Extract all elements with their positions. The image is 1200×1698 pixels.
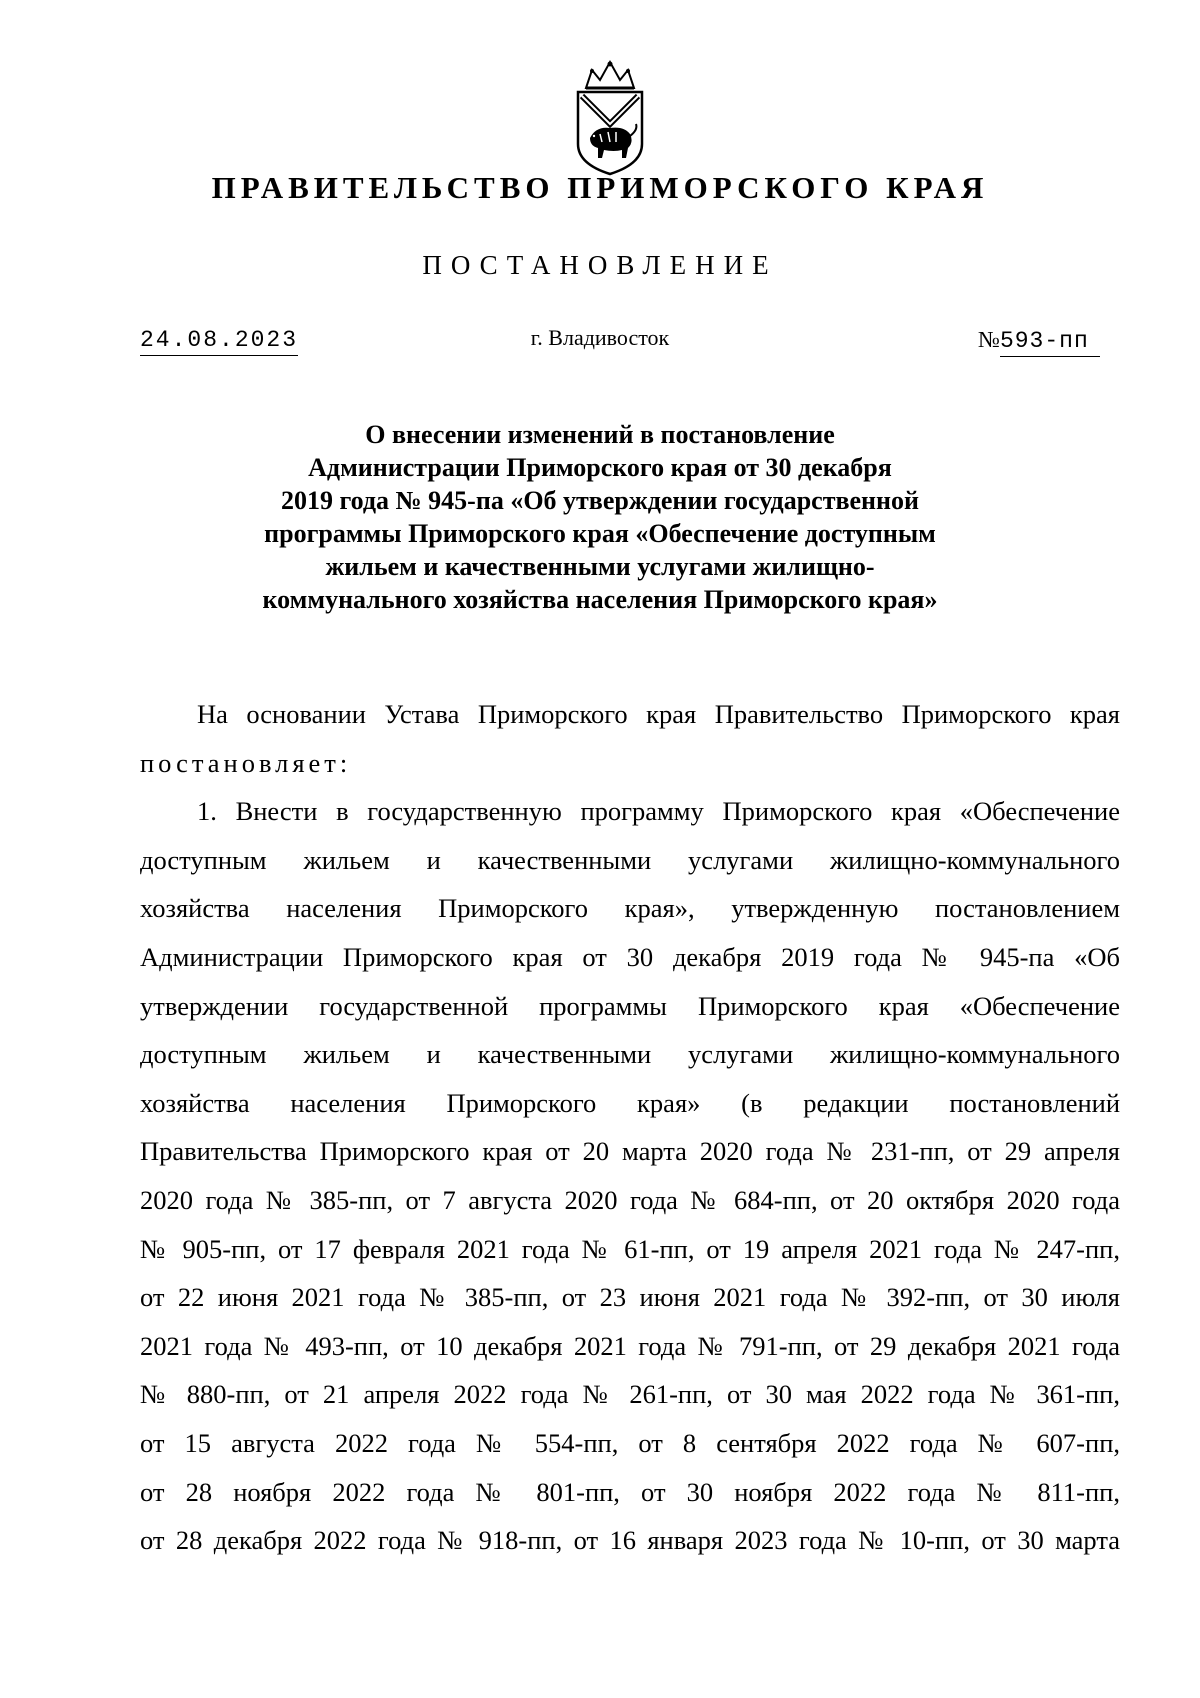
document-number	[978, 326, 1100, 357]
item-line: доступным жильем и качественными услугами жилищно-коммунального	[140, 844, 1120, 875]
number-prefix: №	[978, 327, 1000, 352]
item-line: № 880-пп, от 21 апреля 2022 года № 261-пп, от 30 мая 2022 года № 361-пп,	[140, 1379, 1120, 1410]
document-title	[0, 418, 1200, 616]
title-line: жильем и качественными услугами жилищно-	[325, 552, 875, 581]
item-line: от 15 августа 2022 года № 554-пп, от 8 сентября 2022 года № 607-пп,	[140, 1427, 1120, 1458]
item-line: 2020 года № 385-пп, от 7 августа 2020 года № 684-пп, от 20 октября 2020 года	[140, 1184, 1120, 1215]
item-line: от 22 июня 2021 года № 385-пп, от 23 июня 2021 года № 392-пп, от 30 июля	[140, 1282, 1120, 1313]
number-value: 593-пп	[1000, 327, 1100, 357]
preamble-verb: постановляет:	[140, 747, 352, 778]
title-line: коммунального хозяйства населения Приморского края»	[262, 585, 938, 614]
item-line: от 28 ноября 2022 года № 801-пп, от 30 ноября 2022 года № 811-пп,	[140, 1476, 1120, 1507]
title-line: О внесении изменений в постановление	[365, 420, 835, 449]
item-line: 1. Внести в государственную программу Приморского края «Обеспечение	[197, 796, 1120, 827]
organization-name: ПРАВИТЕЛЬСТВО ПРИМОРСКОГО КРАЯ	[211, 170, 989, 205]
item-line: хозяйства населения Приморского края», утвержденную постановлением	[140, 893, 1120, 924]
document-type: ПОСТАНОВЛЕНИЕ	[422, 250, 778, 280]
item-line: № 905-пп, от 17 февраля 2021 года № 61-пп, от 19 апреля 2021 года № 247-пп,	[140, 1233, 1120, 1264]
title-line: Администрации Приморского края от 30 декабря	[308, 453, 892, 482]
item-line: хозяйства населения Приморского края» (в редакции постановлений	[140, 1087, 1120, 1118]
item-line: от 28 декабря 2022 года № 918-пп, от 16 января 2023 года № 10-пп, от 30 марта	[140, 1525, 1120, 1556]
coat-of-arms-icon	[570, 58, 650, 176]
item-line: 2021 года № 493-пп, от 10 декабря 2021 года № 791-пп, от 29 декабря 2021 года	[140, 1330, 1120, 1361]
document-city: г. Владивосток	[530, 325, 670, 350]
preamble-line: На основании Устава Приморского края Правительство Приморского края	[197, 699, 1120, 729]
item-line: Правительства Приморского края от 20 марта 2020 года № 231-пп, от 29 апреля	[140, 1136, 1120, 1167]
document-body	[140, 690, 1120, 1565]
item-line: утверждении государственной программы Приморского края «Обеспечение	[140, 990, 1120, 1021]
title-line: программы Приморского края «Обеспечение доступным	[264, 519, 936, 548]
title-line: 2019 года № 945-па «Об утверждении государственной	[280, 486, 919, 515]
item-line: Администрации Приморского края от 30 декабря 2019 года № 945-па «Об	[140, 941, 1120, 972]
document-date: 24.08.2023	[140, 326, 298, 356]
item-line: доступным жильем и качественными услугами жилищно-коммунального	[140, 1039, 1120, 1070]
